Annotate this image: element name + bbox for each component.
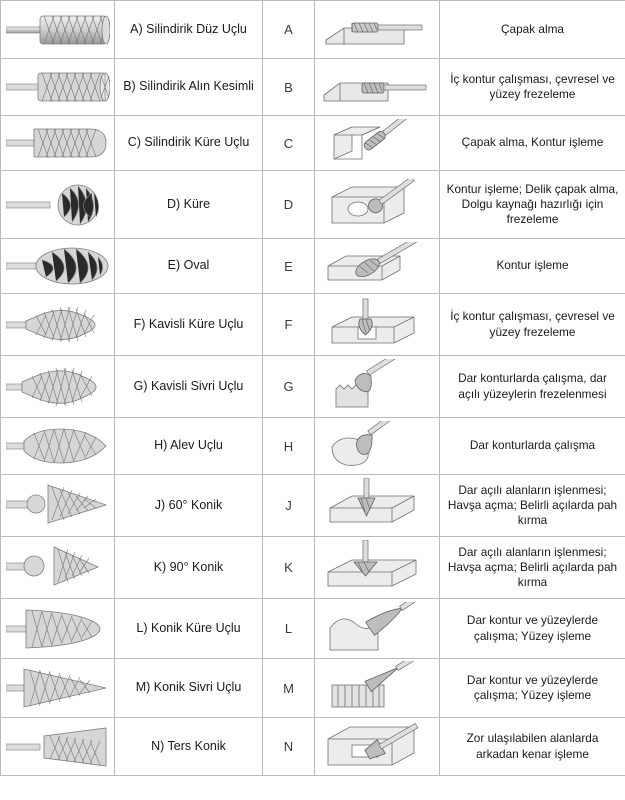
burr-description: İç kontur çalışması, çevresel ve yüzey frezeleme [450,71,615,101]
tree-radius-end-burr-icon [1,298,114,352]
shape-cell [1,116,115,171]
angled-contour-cut-icon [315,117,439,169]
table-row [1,537,625,599]
shape-cell [1,418,115,475]
flame-burr-icon [1,420,114,472]
letter-cell: D [263,171,315,239]
burr-name: N) Ters Konik [151,738,226,753]
table-row [1,171,625,239]
letter-cell: J [263,475,315,537]
application-cell [315,418,440,475]
burr-name: H) Alev Uçlu [154,438,223,453]
letter-cell: L [263,599,315,659]
burr-description: Dar konturlarda çalışma [469,438,596,453]
name-cell [115,537,263,599]
application-cell [315,537,440,599]
name-cell [115,659,263,718]
letter-cell: M [263,659,315,718]
application-cell [315,599,440,659]
letter-cell: H [263,418,315,475]
application-cell [315,239,440,294]
shape-cell [1,294,115,356]
shape-cell [1,599,115,659]
name-cell [115,1,263,59]
countersink-chamfer-icon [315,476,439,536]
name-cell [115,116,263,171]
burr-description: Kontur işleme; Delik çapak alma, Dolgu kaynağı hazırlığı için frezeleme [446,181,619,227]
table-row [1,356,625,418]
name-cell [115,294,263,356]
table-row [1,116,625,171]
burr-name: G) Kavisli Sivri Uçlu [133,378,244,393]
shape-cell [1,659,115,718]
name-cell [115,599,263,659]
inverted-cone-burr-icon [1,721,114,773]
description-cell [440,1,625,59]
cone-90-burr-icon [1,542,114,594]
shape-cell [1,356,115,418]
description-cell [440,659,625,718]
burr-name: B) Silindirik Alın Kesimli [123,79,254,94]
countersink-90-chamfer-icon [315,538,439,598]
name-cell [115,718,263,776]
description-cell [440,599,625,659]
burr-description: İç kontur çalışması, çevresel ve yüzey frezeleme [450,309,615,339]
fin-surface-milling-icon [315,659,439,717]
burr-name: E) Oval [167,258,210,273]
name-cell [115,356,263,418]
undercut-edge-work-icon [315,719,439,775]
burr-name: D) Küre [166,196,211,211]
letter-cell: K [263,537,315,599]
narrow-contour-work-icon [315,419,439,473]
application-cell [315,294,440,356]
oval-burr-icon [1,241,114,291]
cone-60-burr-icon [1,480,114,532]
gear-tooth-milling-icon [315,357,439,417]
burr-description: Dar açılı alanların işlenmesi; Havşa açma; Belirli açılarda pah kırma [447,482,618,528]
shape-cell [1,1,115,59]
burr-name: F) Kavisli Küre Uçlu [133,316,244,331]
cylindrical-end-cut-burr-icon [1,62,114,112]
name-cell [115,239,263,294]
table-row [1,59,625,116]
description-cell [440,537,625,599]
oval-contour-milling-icon [315,240,439,292]
taper-radius-end-burr-icon [1,603,114,655]
burr-name: C) Silindirik Küre Uçlu [127,135,250,150]
wavy-surface-milling-icon [315,600,439,658]
name-cell [115,59,263,116]
description-cell [440,59,625,116]
letter-cell: G [263,356,315,418]
burr-name: J) 60° Konik [154,497,223,512]
description-cell [440,116,625,171]
description-cell [440,294,625,356]
burr-description: Dar konturlarda çalışma, dar açılı yüzeylerin frezelenmesi [458,371,607,401]
letter-cell: A [263,1,315,59]
taper-pointed-end-burr-icon [1,662,114,714]
description-cell [440,356,625,418]
table-row [1,718,625,776]
table-row [1,659,625,718]
burr-description: Dar açılı alanların işlenmesi; Havşa açma; Belirli açılarda pah kırma [447,544,618,590]
name-cell [115,475,263,537]
burr-description: Dar kontur ve yüzeylerde çalışma; Yüzey işleme [466,613,599,643]
description-cell [440,418,625,475]
table-row [1,1,625,59]
shape-cell [1,59,115,116]
cylindrical-plain-end-burr-icon [1,5,114,55]
table-row [1,294,625,356]
letter-cell: E [263,239,315,294]
table-row [1,475,625,537]
burr-name: K) 90° Konik [153,559,224,574]
hole-deburring-icon [315,177,439,233]
ball-burr-icon [1,180,114,230]
letter-cell: B [263,59,315,116]
application-cell [315,1,440,59]
shape-cell [1,475,115,537]
shape-cell [1,537,115,599]
description-cell [440,718,625,776]
description-cell [440,171,625,239]
table-row [1,599,625,659]
application-cell [315,171,440,239]
cylindrical-ball-nose-burr-icon [1,118,114,168]
application-cell [315,356,440,418]
description-cell [440,239,625,294]
description-cell [440,475,625,537]
shape-cell [1,718,115,776]
burr-description: Çapak alma [501,21,564,36]
letter-cell: F [263,294,315,356]
name-cell [115,418,263,475]
end-face-cutting-on-block-icon [315,61,439,113]
shape-cell [1,239,115,294]
table-row [1,418,625,475]
tree-pointed-end-burr-icon [1,360,114,414]
slot-milling-on-block-icon [315,4,439,56]
application-cell [315,718,440,776]
burr-name: M) Konik Sivri Uçlu [135,680,242,695]
letter-cell: N [263,718,315,776]
internal-contour-slot-icon [315,295,439,355]
burr-name: A) Silindirik Düz Uçlu [130,21,247,36]
burr-description: Çapak alma, Kontur işleme [461,135,604,150]
application-cell [315,59,440,116]
burr-description: Kontur işleme [496,258,569,273]
application-cell [315,659,440,718]
letter-cell: C [263,116,315,171]
burr-name: L) Konik Küre Uçlu [136,620,241,635]
burr-description: Zor ulaşılabilen alanlarda arkadan kenar işleme [466,731,599,761]
table-row [1,239,625,294]
application-cell [315,116,440,171]
name-cell [115,171,263,239]
shape-cell [1,171,115,239]
application-cell [315,475,440,537]
burr-description: Dar kontur ve yüzeylerde çalışma; Yüzey işleme [466,672,599,702]
